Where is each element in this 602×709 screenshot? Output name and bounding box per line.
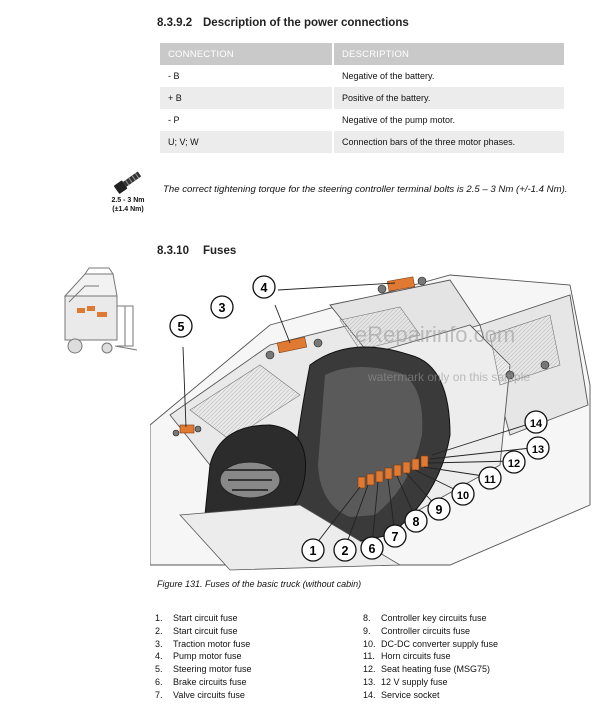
svg-text:11: 11 — [484, 474, 496, 486]
svg-text:10: 10 — [456, 490, 470, 502]
callout-4 — [253, 276, 275, 298]
svg-text:4: 4 — [260, 281, 268, 295]
truck-locator-thumbnail — [55, 266, 137, 358]
watermark-text: watermark only on this sample — [368, 370, 531, 384]
list-item: 8. Controller key circuits fuse — [363, 613, 487, 623]
callout-2 — [334, 539, 356, 561]
list-item: 10. DC-DC converter supply fuse — [363, 638, 499, 649]
table-row — [160, 131, 564, 153]
figure-caption: Figure 131. Fuses of the basic truck (without cabin) — [157, 579, 362, 589]
legend-right — [363, 612, 593, 702]
watermark-logo: eRepairinfo.com — [355, 322, 516, 347]
svg-text:12: 12 — [507, 458, 521, 470]
svg-text:7: 7 — [391, 530, 399, 544]
column-header-connection: CONNECTION — [160, 43, 333, 65]
svg-text:13: 13 — [531, 444, 545, 456]
list-item: 1. Start circuit fuse — [155, 613, 238, 623]
section-title: Fuses — [203, 245, 237, 257]
callout-6 — [361, 537, 383, 559]
svg-text:14: 14 — [529, 418, 543, 430]
power-connections-table — [160, 43, 564, 153]
list-item: 14. Service socket — [363, 689, 440, 700]
svg-text:2: 2 — [341, 544, 349, 558]
torque-label — [102, 196, 154, 214]
callout-1 — [302, 539, 324, 561]
svg-text:1: 1 — [309, 544, 317, 558]
callout-14 — [525, 411, 547, 433]
bolt-torque-icon — [110, 168, 146, 196]
svg-text:3: 3 — [218, 301, 226, 315]
torque-tolerance: (±1.4 Nm) — [112, 206, 144, 213]
callout-5 — [170, 315, 192, 337]
list-item: 5. Steering motor fuse — [155, 664, 252, 675]
list-item: 2. Start circuit fuse — [155, 625, 238, 636]
list-item: 13. 12 V supply fuse — [363, 676, 448, 687]
section-heading-power-connections — [157, 17, 409, 29]
torque-value: 2.5 - 3 Nm — [111, 197, 145, 204]
column-header-description: DESCRIPTION — [333, 43, 564, 65]
callout-8 — [405, 510, 427, 532]
callout-11 — [479, 467, 501, 489]
table-cell: Negative of the battery. — [342, 71, 435, 81]
callout-10 — [452, 483, 474, 505]
table-row — [160, 87, 564, 109]
truck-fuse-illustration — [150, 265, 592, 575]
table-cell: - B — [160, 65, 333, 87]
table-cell: Connection bars of the three motor phases. — [333, 131, 564, 153]
list-item: 12. Seat heating fuse (MSG75) — [363, 664, 491, 675]
list-item: 6. Brake circuits fuse — [155, 676, 247, 687]
callout-7 — [384, 525, 406, 547]
table-cell: Positive of the battery. — [333, 87, 564, 109]
callout-9 — [428, 498, 450, 520]
svg-text:6: 6 — [368, 542, 376, 556]
list-item: 9. Controller circuits fuse — [363, 625, 471, 636]
table-cell: Negative of the pump motor. — [342, 115, 456, 125]
svg-text:5: 5 — [177, 320, 185, 334]
list-item: 7. Valve circuits fuse — [155, 689, 245, 700]
section-number: 8.3.10 — [157, 245, 189, 257]
table-row — [160, 109, 564, 131]
table-header-row — [160, 43, 564, 65]
section-heading-fuses — [157, 245, 236, 257]
svg-text:8: 8 — [412, 515, 420, 529]
list-item: 4. Pump motor fuse — [155, 651, 242, 662]
table-cell: U; V; W — [160, 131, 333, 153]
svg-text:9: 9 — [435, 503, 443, 517]
table-cell: - P — [160, 109, 333, 131]
callout-12 — [503, 451, 525, 473]
legend-left — [155, 612, 355, 702]
list-item: 3. Traction motor fuse — [155, 638, 251, 649]
list-item: 11. Horn circuits fuse — [363, 651, 451, 662]
torque-note: The correct tightening torque for the steering controller terminal bolts is 2.5 – 3 Nm (+/-1.4 Nm). — [163, 184, 568, 195]
section-number: 8.3.9.2 — [157, 17, 193, 29]
table-cell: + B — [160, 87, 333, 109]
callout-13 — [527, 437, 549, 459]
table-row — [160, 65, 564, 87]
section-title: Description of the power connections — [203, 17, 409, 29]
callout-3 — [211, 296, 233, 318]
